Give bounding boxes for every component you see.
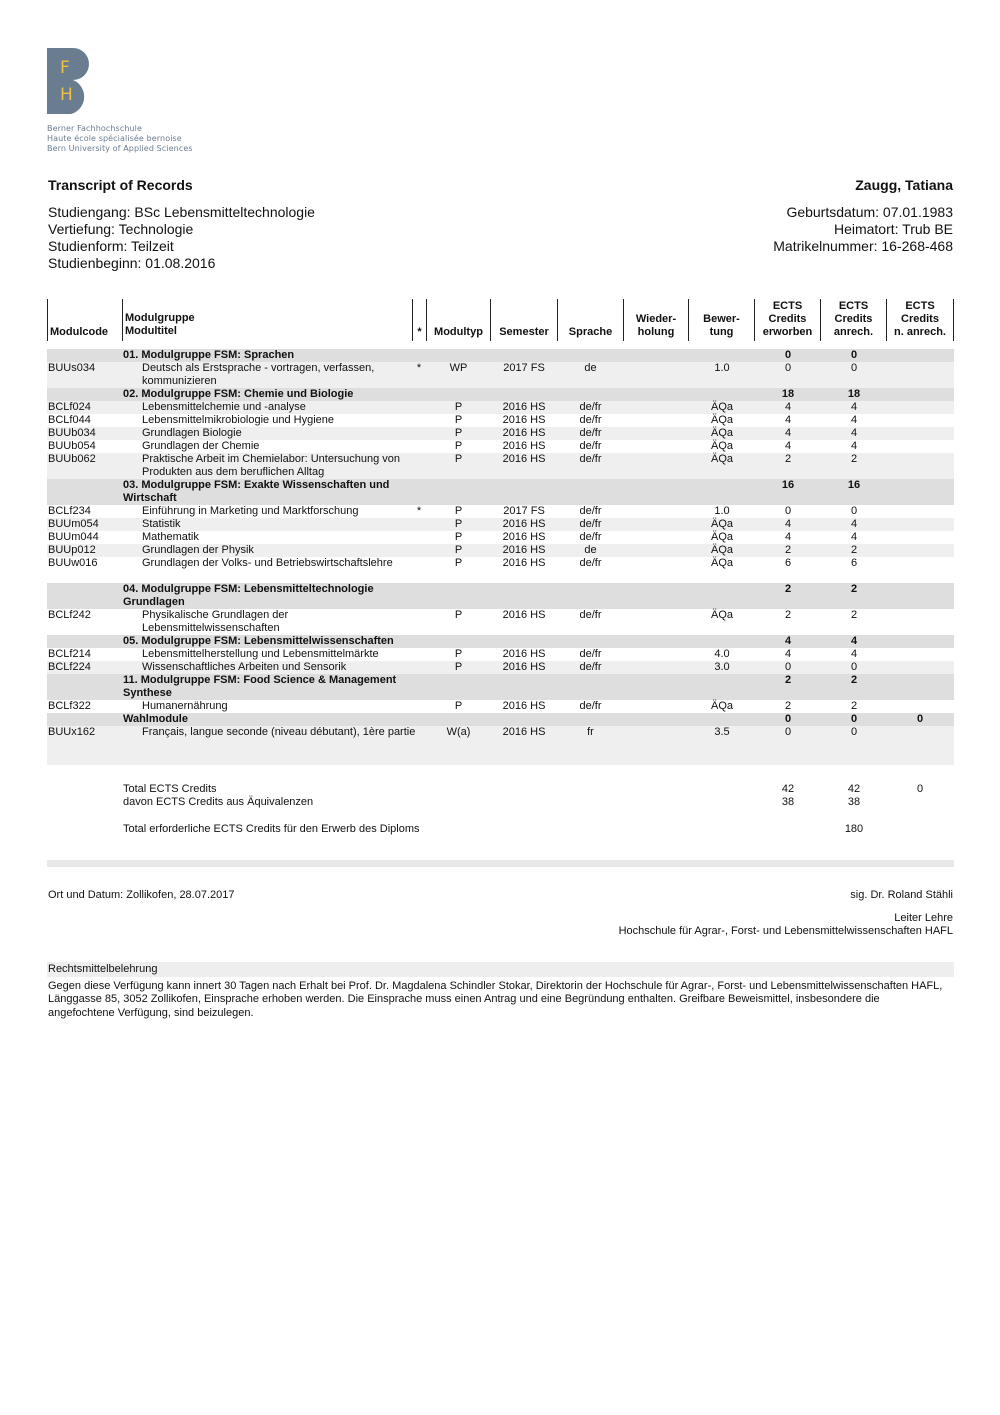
module-type: P <box>454 557 463 569</box>
module-title: Physikalische Grundlagen der Lebensmittelwissenschaften <box>142 609 289 634</box>
group-ects-anrech: 4 <box>850 635 858 647</box>
module-grade: ÄQa <box>710 414 733 426</box>
module-ects-anrech: 4 <box>850 440 858 452</box>
module-type: WP <box>449 362 468 374</box>
study-start: Studienbeginn: 01.08.2016 <box>48 255 216 271</box>
module-ects-anrech: 2 <box>850 453 858 465</box>
logo-letter-h: H <box>60 85 73 105</box>
group-ects-anrech: 2 <box>850 583 858 595</box>
table-row <box>47 700 954 713</box>
col-ects-erworben: ECTS Credits erworben <box>755 299 821 341</box>
group-row <box>47 479 954 505</box>
module-type: P <box>454 453 463 465</box>
group-row <box>47 583 954 609</box>
module-ects-erworben: 4 <box>784 648 792 660</box>
module-ects-anrech: 4 <box>850 401 858 413</box>
hometown: Heimatort: Trub BE <box>833 221 953 237</box>
module-star: * <box>416 362 422 374</box>
module-ects-erworben: 4 <box>784 427 792 439</box>
logo-line: Bern University of Applied Sciences <box>47 144 193 153</box>
group-title: 02. Modulgruppe FSM: Chemie und Biologie <box>123 388 354 400</box>
module-ects-erworben: 0 <box>784 505 792 517</box>
group-title: 04. Modulgruppe FSM: Lebensmitteltechnologie Grundlagen <box>123 583 374 608</box>
col-ects-nanrech: ECTS Credits n. anrech. <box>887 299 954 341</box>
module-code: BCLf044 <box>48 414 91 426</box>
module-code: BCLf322 <box>48 700 91 712</box>
module-language: de/fr <box>579 700 602 712</box>
module-grade: ÄQa <box>710 518 733 530</box>
module-grade: ÄQa <box>710 453 733 465</box>
module-language: de/fr <box>579 609 602 621</box>
module-title: Grundlagen Biologie <box>142 427 242 439</box>
col-ects-anrech: ECTS Credits anrech. <box>821 299 887 341</box>
transcript-table <box>47 299 954 765</box>
table-row <box>47 453 954 479</box>
module-ects-erworben: 0 <box>784 661 792 673</box>
group-ects-erworben: 4 <box>784 635 792 647</box>
specialization: Vertiefung: Technologie <box>48 221 194 237</box>
rechtsmittel-title: Rechtsmittelbelehrung <box>47 962 954 977</box>
module-code: BUUs034 <box>48 362 96 374</box>
group-title: Wahlmodule <box>123 713 188 725</box>
group-ects-nanrech: 0 <box>916 713 924 725</box>
module-title: Grundlagen der Chemie <box>142 440 260 452</box>
col-bewertung: Bewer- tung <box>689 299 755 341</box>
study-program: Studiengang: BSc Lebensmitteltechnologie <box>48 204 315 220</box>
place-date: Ort und Datum: Zollikofen, 28.07.2017 <box>48 889 235 901</box>
matriculation-number: Matrikelnummer: 16-268-468 <box>773 238 953 254</box>
module-grade: ÄQa <box>710 700 733 712</box>
table-row <box>47 609 954 635</box>
module-code: BCLf234 <box>48 505 91 517</box>
module-semester: 2017 FS <box>503 505 545 517</box>
module-semester: 2016 HS <box>502 609 546 621</box>
module-code: BCLf242 <box>48 609 91 621</box>
diplom-row <box>47 823 954 836</box>
module-grade: ÄQa <box>710 544 733 556</box>
module-ects-erworben: 2 <box>784 609 792 621</box>
module-code: BCLf214 <box>48 648 91 660</box>
birth-date: Geburtsdatum: 07.01.1983 <box>786 204 953 220</box>
module-semester: 2016 HS <box>502 544 546 556</box>
module-ects-erworben: 2 <box>784 453 792 465</box>
module-type: P <box>454 544 463 556</box>
module-semester: 2016 HS <box>502 557 546 569</box>
module-language: de/fr <box>579 661 602 673</box>
module-type: P <box>454 661 463 673</box>
col-sprache: Sprache <box>558 299 624 341</box>
module-ects-anrech: 2 <box>850 700 858 712</box>
signatory-institution: Hochschule für Agrar-, Forst- und Lebensmittelwissenschaften HAFL <box>618 925 953 937</box>
module-ects-erworben: 0 <box>784 362 792 374</box>
module-type: W(a) <box>446 726 471 738</box>
module-grade: ÄQa <box>710 609 733 621</box>
module-semester: 2016 HS <box>502 700 546 712</box>
module-grade: 3.0 <box>714 661 730 673</box>
table-header <box>47 299 954 341</box>
module-type: P <box>454 414 463 426</box>
module-grade: 1.0 <box>714 505 730 517</box>
diplom-required: 180 <box>844 823 864 835</box>
module-language: de/fr <box>579 414 602 426</box>
module-title: Lebensmittelherstellung und Lebensmittelmärkte <box>142 648 379 660</box>
module-language: de/fr <box>579 401 602 413</box>
table-row <box>47 362 954 388</box>
module-type: P <box>454 427 463 439</box>
divider <box>47 860 954 867</box>
module-ects-anrech: 2 <box>850 609 858 621</box>
module-grade: 1.0 <box>714 362 730 374</box>
group-ects-erworben: 2 <box>784 583 792 595</box>
module-title: Lebensmittelmikrobiologie und Hygiene <box>142 414 335 426</box>
module-ects-erworben: 6 <box>784 557 792 569</box>
module-title: Grundlagen der Volks- und Betriebswirtschaftslehre <box>142 557 393 569</box>
module-title: Grundlagen der Physik <box>142 544 254 556</box>
module-code: BUUp012 <box>48 544 96 556</box>
module-code: BCLf224 <box>48 661 91 673</box>
module-type: P <box>454 648 463 660</box>
module-type: P <box>454 700 463 712</box>
module-title: Deutsch als Erstsprache - vortragen, verfassen, kommunizieren <box>142 362 375 387</box>
module-language: de/fr <box>579 440 602 452</box>
group-title: 05. Modulgruppe FSM: Lebensmittelwissenschaften <box>123 635 394 647</box>
total-ects-nanrech: 0 <box>916 783 924 795</box>
module-ects-anrech: 0 <box>850 362 858 374</box>
aequivalenz-anrech: 38 <box>847 796 861 808</box>
total-ects-erworben: 42 <box>781 783 795 795</box>
col-modulgruppe-label: Modulgruppe <box>125 312 195 324</box>
module-semester: 2016 HS <box>502 518 546 530</box>
group-ects-erworben: 2 <box>784 674 792 686</box>
module-ects-erworben: 4 <box>784 531 792 543</box>
module-ects-anrech: 4 <box>850 414 858 426</box>
module-language: de/fr <box>579 557 602 569</box>
module-ects-erworben: 0 <box>784 726 792 738</box>
table-row <box>47 414 954 427</box>
aequivalenz-label: davon ECTS Credits aus Äquivalenzen <box>123 796 314 808</box>
group-ects-erworben: 0 <box>784 349 792 361</box>
group-title: 11. Modulgruppe FSM: Food Science & Management Synthese <box>123 674 397 699</box>
module-code: BUUb054 <box>48 440 96 452</box>
module-code: BUUm054 <box>48 518 99 530</box>
module-language: fr <box>587 726 594 738</box>
group-ects-anrech: 0 <box>850 349 858 361</box>
group-ects-anrech: 0 <box>850 713 858 725</box>
signatory-role: Leiter Lehre <box>894 912 953 924</box>
module-type: P <box>454 531 463 543</box>
module-grade: ÄQa <box>710 427 733 439</box>
module-type: P <box>454 609 463 621</box>
module-ects-anrech: 2 <box>850 544 858 556</box>
module-semester: 2016 HS <box>502 440 546 452</box>
module-grade: 3.5 <box>714 726 730 738</box>
table-row <box>47 726 954 752</box>
module-ects-erworben: 4 <box>784 414 792 426</box>
module-code: BUUm044 <box>48 531 99 543</box>
module-language: de/fr <box>579 648 602 660</box>
group-row <box>47 713 954 726</box>
group-row <box>47 388 954 401</box>
module-title: Statistik <box>142 518 181 530</box>
module-ects-erworben: 4 <box>784 440 792 452</box>
module-language: de/fr <box>579 453 602 465</box>
module-ects-erworben: 4 <box>784 401 792 413</box>
module-semester: 2016 HS <box>502 427 546 439</box>
group-row <box>47 674 954 700</box>
total-ects-label: Total ECTS Credits <box>123 783 217 795</box>
study-form: Studienform: Teilzeit <box>48 238 174 254</box>
table-row <box>47 505 954 518</box>
module-title: Praktische Arbeit im Chemielabor: Untersuchung von Produkten aus dem beruflichen Alltag <box>142 453 401 478</box>
table-row <box>47 427 954 440</box>
group-ects-anrech: 18 <box>847 388 861 400</box>
module-ects-anrech: 0 <box>850 505 858 517</box>
total-ects-row <box>47 783 954 796</box>
signature: sig. Dr. Roland Stähli <box>850 889 953 901</box>
module-type: P <box>454 440 463 452</box>
module-code: BUUb062 <box>48 453 96 465</box>
module-ects-erworben: 2 <box>784 700 792 712</box>
bfh-logo <box>47 48 197 158</box>
group-ects-anrech: 2 <box>850 674 858 686</box>
total-ects-anrech: 42 <box>847 783 861 795</box>
module-title: Lebensmittelchemie und -analyse <box>142 401 306 413</box>
module-semester: 2017 FS <box>503 362 545 374</box>
signatory-info <box>619 912 953 938</box>
group-ects-anrech: 16 <box>847 479 861 491</box>
group-row <box>47 349 954 362</box>
module-title: Français, langue seconde (niveau débutant), 1ère partie <box>142 726 416 738</box>
group-ects-erworben: 18 <box>781 388 795 400</box>
table-row <box>47 557 954 583</box>
module-code: BUUx162 <box>48 726 96 738</box>
module-language: de/fr <box>579 505 602 517</box>
logo-line: Haute école spécialisée bernoise <box>47 134 182 143</box>
module-type: P <box>454 401 463 413</box>
module-language: de/fr <box>579 427 602 439</box>
module-code: BCLf024 <box>48 401 91 413</box>
module-star: * <box>416 505 422 517</box>
table-row <box>47 661 954 674</box>
module-semester: 2016 HS <box>502 414 546 426</box>
module-type: P <box>454 505 463 517</box>
personal-info <box>773 204 953 255</box>
module-title: Wissenschaftliches Arbeiten und Sensorik <box>142 661 347 673</box>
module-grade: 4.0 <box>714 648 730 660</box>
table-spacer <box>47 752 954 765</box>
diplom-label: Total erforderliche ECTS Credits für den Erwerb des Diploms <box>123 823 420 835</box>
col-star: * <box>413 299 427 341</box>
module-title: Humanernährung <box>142 700 228 712</box>
module-title: Mathematik <box>142 531 199 543</box>
module-ects-anrech: 0 <box>850 661 858 673</box>
group-title: 03. Modulgruppe FSM: Exakte Wissenschaften und Wirtschaft <box>123 479 390 504</box>
module-title: Einführung in Marketing und Marktforschung <box>142 505 359 517</box>
rechtsmittel-text: Gegen diese Verfügung kann innert 30 Tagen nach Erhalt bei Prof. Dr. Magdalena Schindler Stokar, Direktorin der Hochschule für Agrar-, Forst- und Lebensmittelwissenschaften HAFL, Länggasse 85, 3052 Zollikofen, Einsprache erhoben werden. Die Einsprache muss einen Antrag und eine Begründung enthalten. Greifbare Beweismittel, insbesondere die angefochtene Verfügung, sind beizulegen. <box>48 980 943 1019</box>
module-ects-anrech: 0 <box>850 726 858 738</box>
logo-letter-f: F <box>60 58 70 78</box>
col-modultitel <box>123 299 413 341</box>
module-ects-anrech: 6 <box>850 557 858 569</box>
col-semester: Semester <box>491 299 558 341</box>
group-ects-erworben: 16 <box>781 479 795 491</box>
page-title: Transcript of Records <box>48 177 193 193</box>
study-info <box>48 204 315 272</box>
aequivalenz-erworben: 38 <box>781 796 795 808</box>
table-row <box>47 544 954 557</box>
module-ects-anrech: 4 <box>850 518 858 530</box>
module-type: P <box>454 518 463 530</box>
table-body <box>47 349 954 765</box>
student-name: Zaugg, Tatiana <box>855 177 953 193</box>
module-semester: 2016 HS <box>502 648 546 660</box>
group-row <box>47 635 954 648</box>
logo-text <box>47 124 193 154</box>
col-modultyp: Modultyp <box>427 299 491 341</box>
module-language: de/fr <box>579 518 602 530</box>
logo-line: Berner Fachhochschule <box>47 124 143 133</box>
module-semester: 2016 HS <box>502 726 546 738</box>
module-code: BUUb034 <box>48 427 96 439</box>
module-semester: 2016 HS <box>502 453 546 465</box>
module-language: de/fr <box>579 531 602 543</box>
table-row <box>47 401 954 414</box>
module-language: de <box>584 544 597 556</box>
table-row <box>47 531 954 544</box>
module-ects-erworben: 4 <box>784 518 792 530</box>
group-ects-erworben: 0 <box>784 713 792 725</box>
module-semester: 2016 HS <box>502 531 546 543</box>
table-row <box>47 518 954 531</box>
module-ects-anrech: 4 <box>850 427 858 439</box>
table-row <box>47 648 954 661</box>
col-wiederholung: Wieder- holung <box>624 299 689 341</box>
table-row <box>47 440 954 453</box>
module-code: BUUw016 <box>48 557 98 569</box>
col-modultitel-label: Modultitel <box>125 325 177 337</box>
module-semester: 2016 HS <box>502 401 546 413</box>
module-semester: 2016 HS <box>502 661 546 673</box>
module-ects-erworben: 2 <box>784 544 792 556</box>
module-language: de <box>584 362 597 374</box>
module-grade: ÄQa <box>710 440 733 452</box>
module-ects-anrech: 4 <box>850 648 858 660</box>
group-title: 01. Modulgruppe FSM: Sprachen <box>123 349 295 361</box>
module-grade: ÄQa <box>710 557 733 569</box>
col-modulcode: Modulcode <box>47 299 123 341</box>
module-grade: ÄQa <box>710 401 733 413</box>
module-ects-anrech: 4 <box>850 531 858 543</box>
aequivalenz-row <box>47 796 954 809</box>
module-grade: ÄQa <box>710 531 733 543</box>
